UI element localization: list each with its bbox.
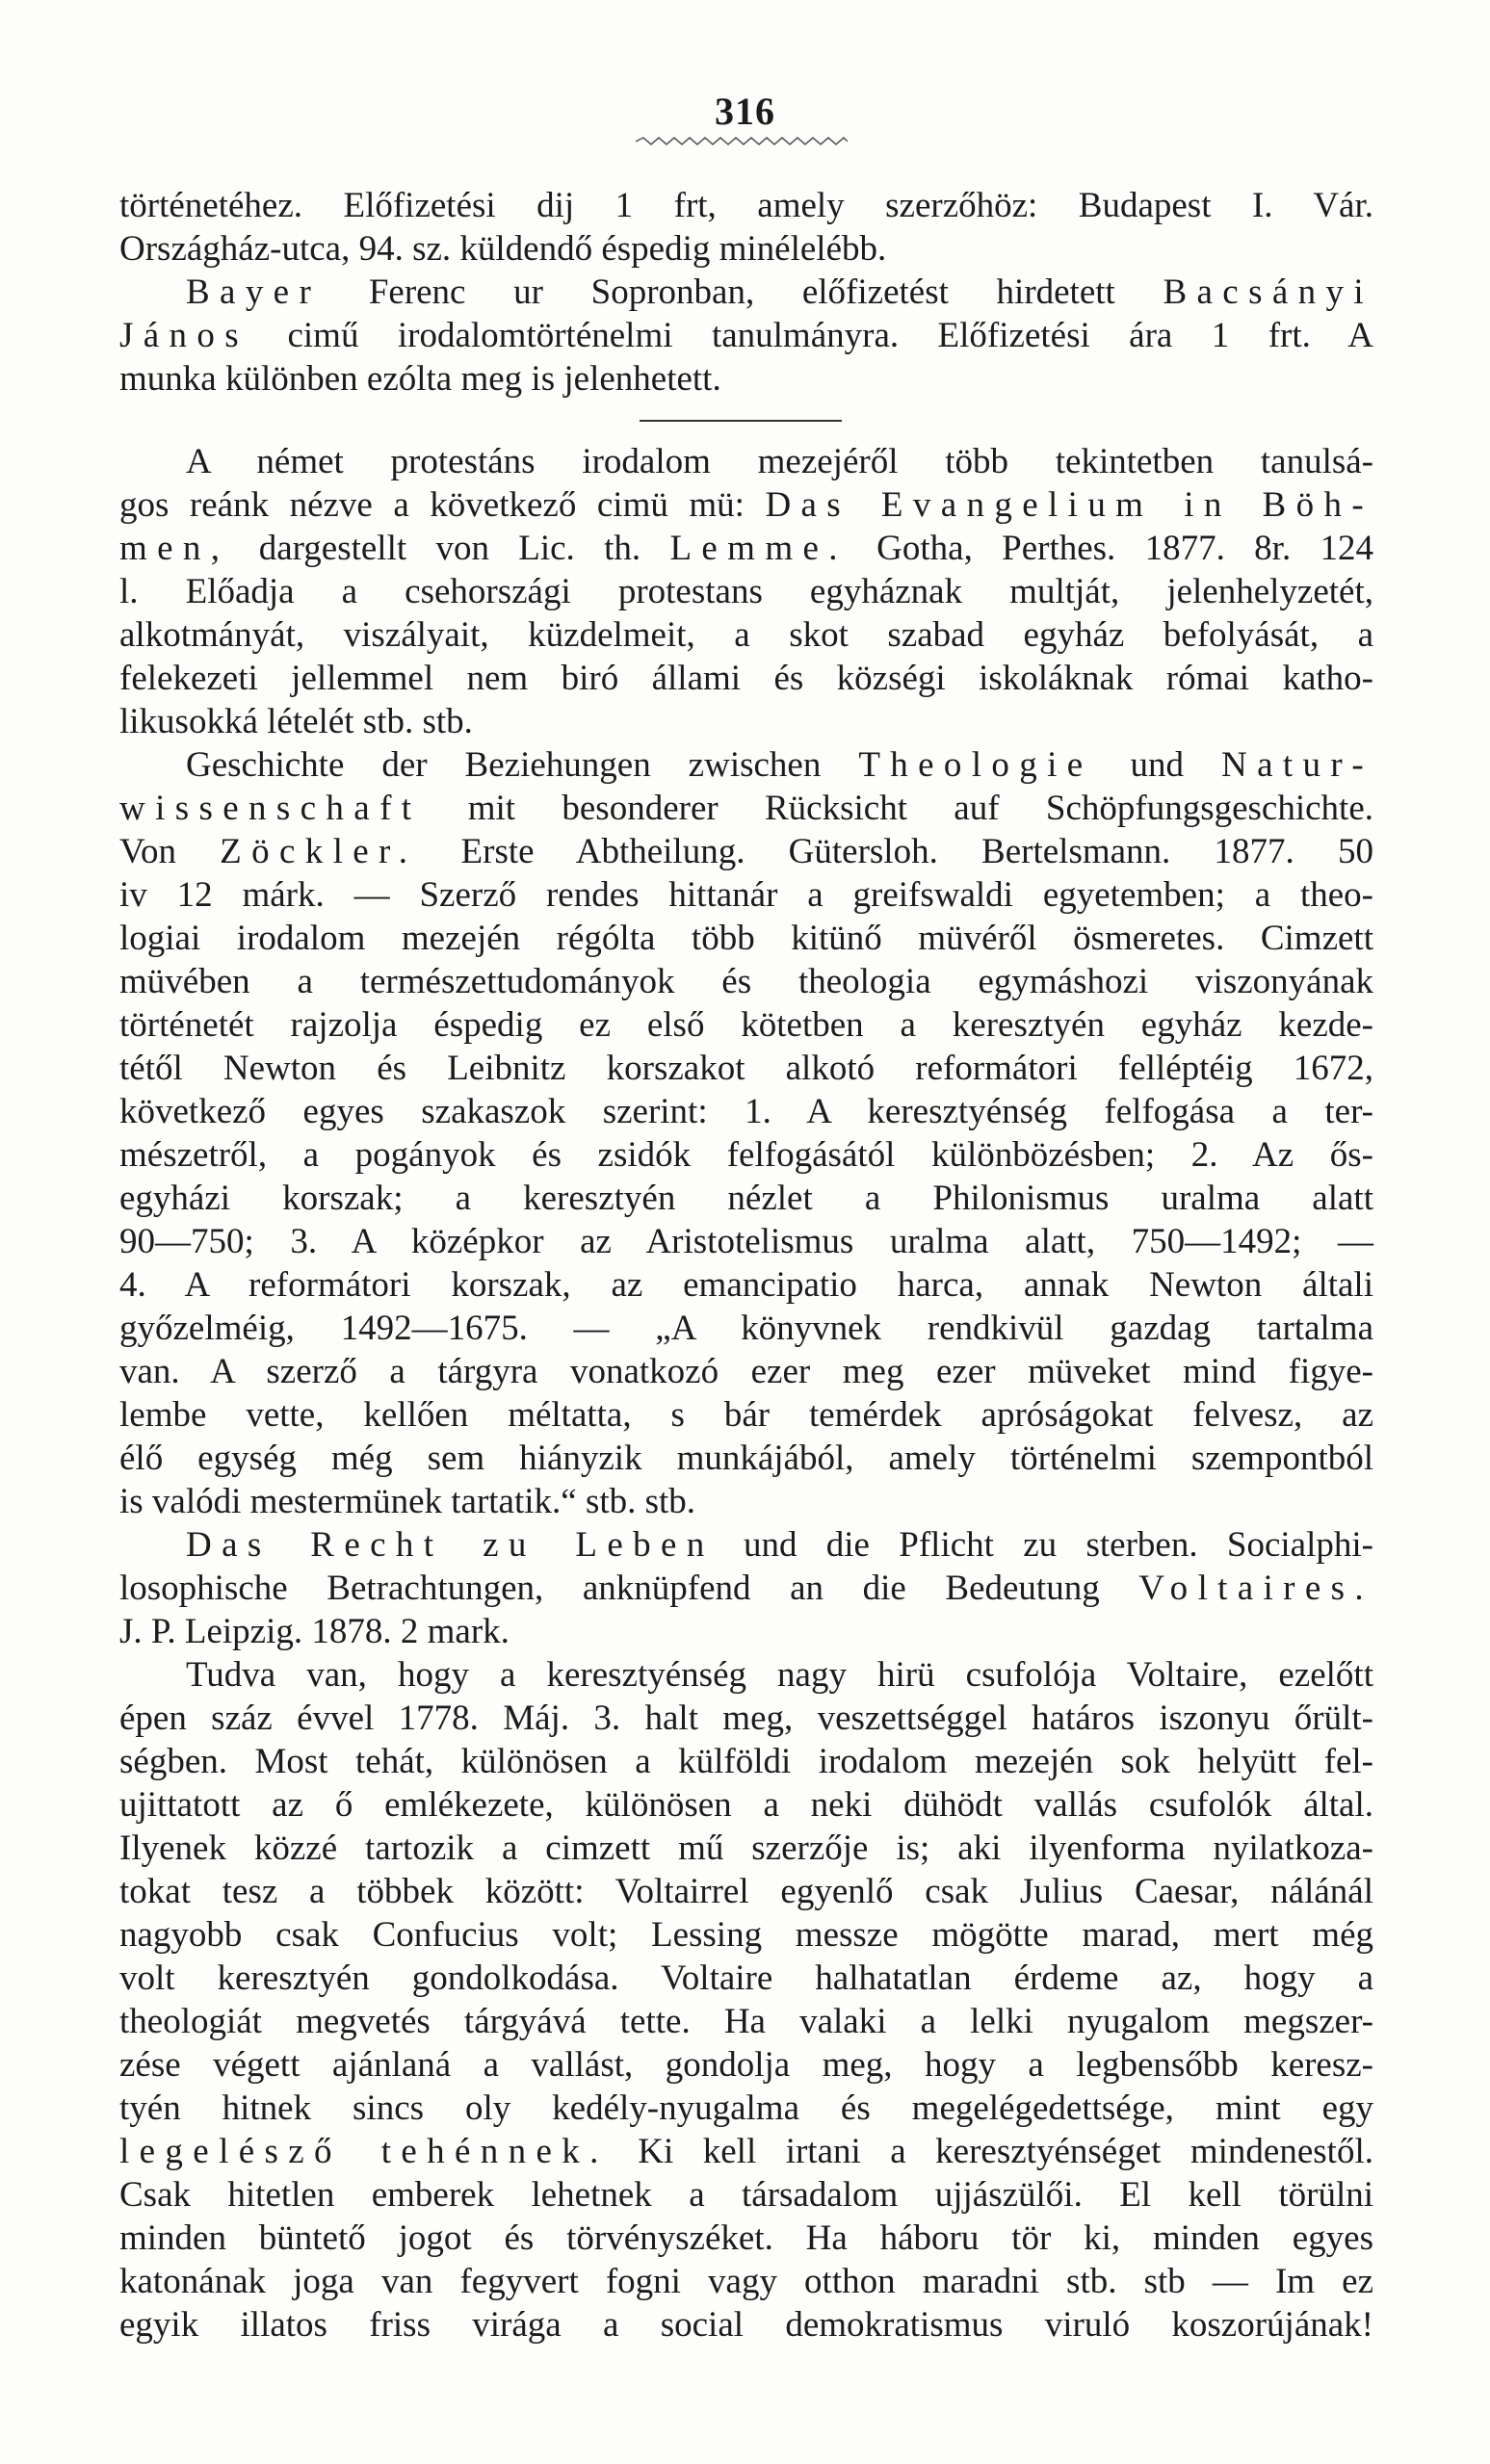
text-run: Országház-utca, 94. sz. küldendő éspedig minélelébb. (119, 229, 887, 269)
text-run: gos reánk nézve a következő cimü mü: (119, 485, 766, 525)
text-line (119, 1308, 1373, 1350)
text-run: katonának joga van fegyvert fogni vagy otthon maradni stb. stb — Im ez (119, 2262, 1373, 2301)
text-run: Gotha, Perthes. 1877. 8r. 124 (847, 529, 1373, 568)
text-run: Erste Abtheilung. Gütersloh. Bertelsmann. 1877. 50 (417, 832, 1373, 871)
text-line (119, 614, 1373, 657)
text-line (119, 2261, 1373, 2303)
text-line (119, 528, 1373, 570)
text-run: und (1092, 745, 1222, 785)
text-line (119, 2088, 1373, 2130)
text-run: élő egység még sem hiányzik munkájából, amely történelmi szempontból (119, 1439, 1373, 1478)
text-line (119, 185, 1373, 227)
text-line (119, 1958, 1373, 2000)
text-run: ujittatott az ő emlékezete, különösen a neki dühödt vallás csufolók által. (119, 1785, 1373, 1825)
section-divider (640, 420, 842, 422)
text-run: következő egyes szakaszok szerint: 1. A keresztyénség felfogása a ter- (119, 1092, 1373, 1131)
text-line (119, 701, 1373, 743)
spaced-emphasis: Lemme. (669, 529, 848, 568)
text-line (119, 788, 1373, 830)
text-line (119, 1481, 1373, 1523)
text-line (119, 2044, 1373, 2087)
text-line (119, 2174, 1373, 2217)
text-run: tétől Newton és Leibnitz korszakot alkotó reformátori felléptéig 1672, (119, 1049, 1373, 1088)
text-line (119, 658, 1373, 700)
text-line (119, 1004, 1373, 1047)
text-run: tokat tesz a többek között: Voltairrel egyenlő csak Julius Caesar, nálánál (119, 1872, 1373, 1911)
spaced-emphasis: Natur- (1221, 745, 1373, 785)
text-line (119, 1871, 1373, 1913)
spaced-emphasis: Das Recht zu Leben (186, 1525, 715, 1565)
ornament-rule (636, 137, 848, 146)
text-run: felekezeti jellemmel nem biró állami és községi iskoláknak római katho- (119, 659, 1373, 698)
text-line (119, 1914, 1373, 1957)
text-line (119, 1438, 1373, 1480)
text-line (119, 961, 1373, 1003)
text-run: l. Előadja a csehországi protestans egyháznak multját, jelenhelyzetét, (119, 572, 1373, 611)
text-run: Tudva van, hogy a keresztyénség nagy hirü csufolója Voltaire, ezelőtt (186, 1655, 1373, 1695)
text-run: tyén hitnek sincs oly kedély-nyugalma és megelégedettsége, mint egy (119, 2088, 1373, 2128)
spaced-emphasis: Zöckler. (220, 832, 418, 871)
text-run: lembe vette, kellően méltatta, s bár temérdek apróságokat felvesz, az (119, 1395, 1373, 1435)
text-run: 4. A reformátori korszak, az emancipatio harca, annak Newton általi (119, 1265, 1373, 1305)
text-line (119, 1091, 1373, 1133)
spaced-emphasis: Voltaires. (1138, 1569, 1373, 1608)
text-line (186, 1654, 1373, 1697)
spaced-emphasis: wissenschaft (119, 789, 422, 828)
text-run: losophische Betrachtungen, anknüpfend an die Bedeutung (119, 1569, 1139, 1608)
text-run: minden büntető jogot és törvényszéket. Ha háboru tör ki, minden egyes (119, 2218, 1373, 2258)
spaced-emphasis: Das Evangelium in Böh- (765, 485, 1374, 525)
text-line (186, 1524, 1373, 1567)
text-run: Ki kell irtani a keresztyénséget mindenestől. (608, 2132, 1373, 2171)
spaced-emphasis: Bacsányi (1163, 272, 1373, 312)
text-line (119, 1741, 1373, 1783)
text-line (119, 1264, 1373, 1307)
text-run: győzelméig, 1492—1675. — „A könyvnek rendkivül gazdag tartalma (119, 1309, 1373, 1348)
text-line (119, 831, 1373, 873)
text-run: logiai irodalom mezején régólta több kitünő müvéről ösmeretes. Cimzett (119, 919, 1373, 958)
text-line (119, 1048, 1373, 1090)
text-line (119, 1828, 1373, 1870)
text-run: zése végett ajánlaná a vallást, gondolja meg, hogy a legbensőbb keresz- (119, 2045, 1373, 2085)
text-run: munka különben ezólta meg is jelenhetett. (119, 359, 721, 399)
text-line (119, 874, 1373, 917)
text-line (119, 1611, 1373, 1653)
spaced-emphasis: János (119, 316, 249, 355)
text-run: dargestellt von Lic. th. (229, 529, 670, 568)
text-line (119, 1698, 1373, 1740)
text-line (119, 1221, 1373, 1263)
text-run: épen száz évvel 1778. Máj. 3. halt meg, veszettséggel határos iszonyu őrült- (119, 1699, 1373, 1738)
text-line (119, 484, 1373, 527)
text-run: theologiát megvetés tárgyává tette. Ha valaki a lelki nyugalom megszer- (119, 2002, 1373, 2041)
text-run: történetét rajzolja éspedig ez első kötetben a keresztyén egyház kezde- (119, 1005, 1373, 1045)
text-run: ségben. Most tehát, különösen a külföldi irodalom mezején sok helyütt fel- (119, 1742, 1373, 1781)
text-line (119, 2001, 1373, 2043)
text-run: Von (119, 832, 221, 871)
text-run: Csak hitetlen emberek lehetnek a társadalom ujjászülői. El kell törülni (119, 2175, 1373, 2215)
text-run: történetéhez. Előfizetési dij 1 frt, amely szerzőhöz: Budapest I. Vár. (119, 186, 1373, 225)
text-line (119, 1394, 1373, 1437)
text-line (119, 918, 1373, 960)
text-line (119, 2304, 1373, 2347)
text-line (119, 315, 1373, 357)
text-run: van. A szerző a tárgyra vonatkozó ezer meg ezer müveket mind figye- (119, 1352, 1373, 1391)
text-line (119, 1568, 1373, 1610)
text-run: mit besonderer Rücksicht auf Schöpfungsgeschichte. (421, 789, 1373, 828)
text-run: nagyobb csak Confucius volt; Lessing messze mögötte marad, mert még (119, 1915, 1373, 1955)
text-run: Ferenc ur Sopronban, előfizetést hirdetett (321, 272, 1163, 312)
text-run: und die Pflicht zu sterben. Socialphi- (714, 1525, 1373, 1565)
text-run: alkotmányát, viszályait, küzdelmeit, a skot szabad egyház befolyását, a (119, 615, 1373, 655)
text-run: Ilyenek közzé tartozik a cimzett mű szerzője is; aki ilyenforma nyilatkoza- (119, 1829, 1373, 1868)
text-line (119, 2218, 1373, 2260)
page-number: 316 (715, 90, 775, 133)
spaced-emphasis: men, (119, 529, 230, 568)
text-run: müvében a természettudományok és theologia egymáshozi viszonyának (119, 962, 1373, 1001)
text-line (119, 228, 1373, 271)
spaced-emphasis: legelésző tehénnek. (119, 2132, 609, 2171)
text-line (119, 1178, 1373, 1220)
spaced-emphasis: Theologie (858, 745, 1093, 785)
text-line (186, 744, 1373, 787)
text-line (119, 1784, 1373, 1827)
text-run: egyik illatos friss virága a social demokratismus viruló koszorújának! (119, 2305, 1373, 2345)
text-run: likusokká lételét stb. stb. (119, 702, 473, 741)
text-run: cimű irodalomtörténelmi tanulmányra. Előfizetési ára 1 frt. A (248, 316, 1373, 355)
text-run: Geschichte der Beziehungen zwischen (186, 745, 859, 785)
text-line (119, 358, 1373, 401)
text-run: volt keresztyén gondolkodása. Voltaire halhatatlan érdeme az, hogy a (119, 1958, 1373, 1998)
text-run: mészetről, a pogányok és zsidók felfogásától különbözésben; 2. Az ős- (119, 1135, 1373, 1175)
text-run: 90—750; 3. A középkor az Aristotelismus uralma alatt, 750—1492; — (119, 1222, 1373, 1261)
spaced-emphasis: Bayer (186, 272, 322, 312)
text-line (119, 571, 1373, 613)
text-run: A német protestáns irodalom mezejéről több tekintetben tanulsá- (186, 442, 1373, 481)
text-line (119, 1134, 1373, 1177)
text-line (186, 272, 1373, 314)
text-line (186, 441, 1373, 483)
text-run: is valódi mestermünek tartatik.“ stb. stb. (119, 1482, 696, 1521)
text-line (119, 2131, 1373, 2173)
text-line (119, 1351, 1373, 1393)
text-run: iv 12 márk. — Szerző rendes hittanár a greifswaldi egyetemben; a theo- (119, 875, 1373, 915)
text-run: J. P. Leipzig. 1878. 2 mark. (119, 1612, 510, 1651)
text-run: egyházi korszak; a keresztyén nézlet a Philonismus uralma alatt (119, 1179, 1373, 1218)
